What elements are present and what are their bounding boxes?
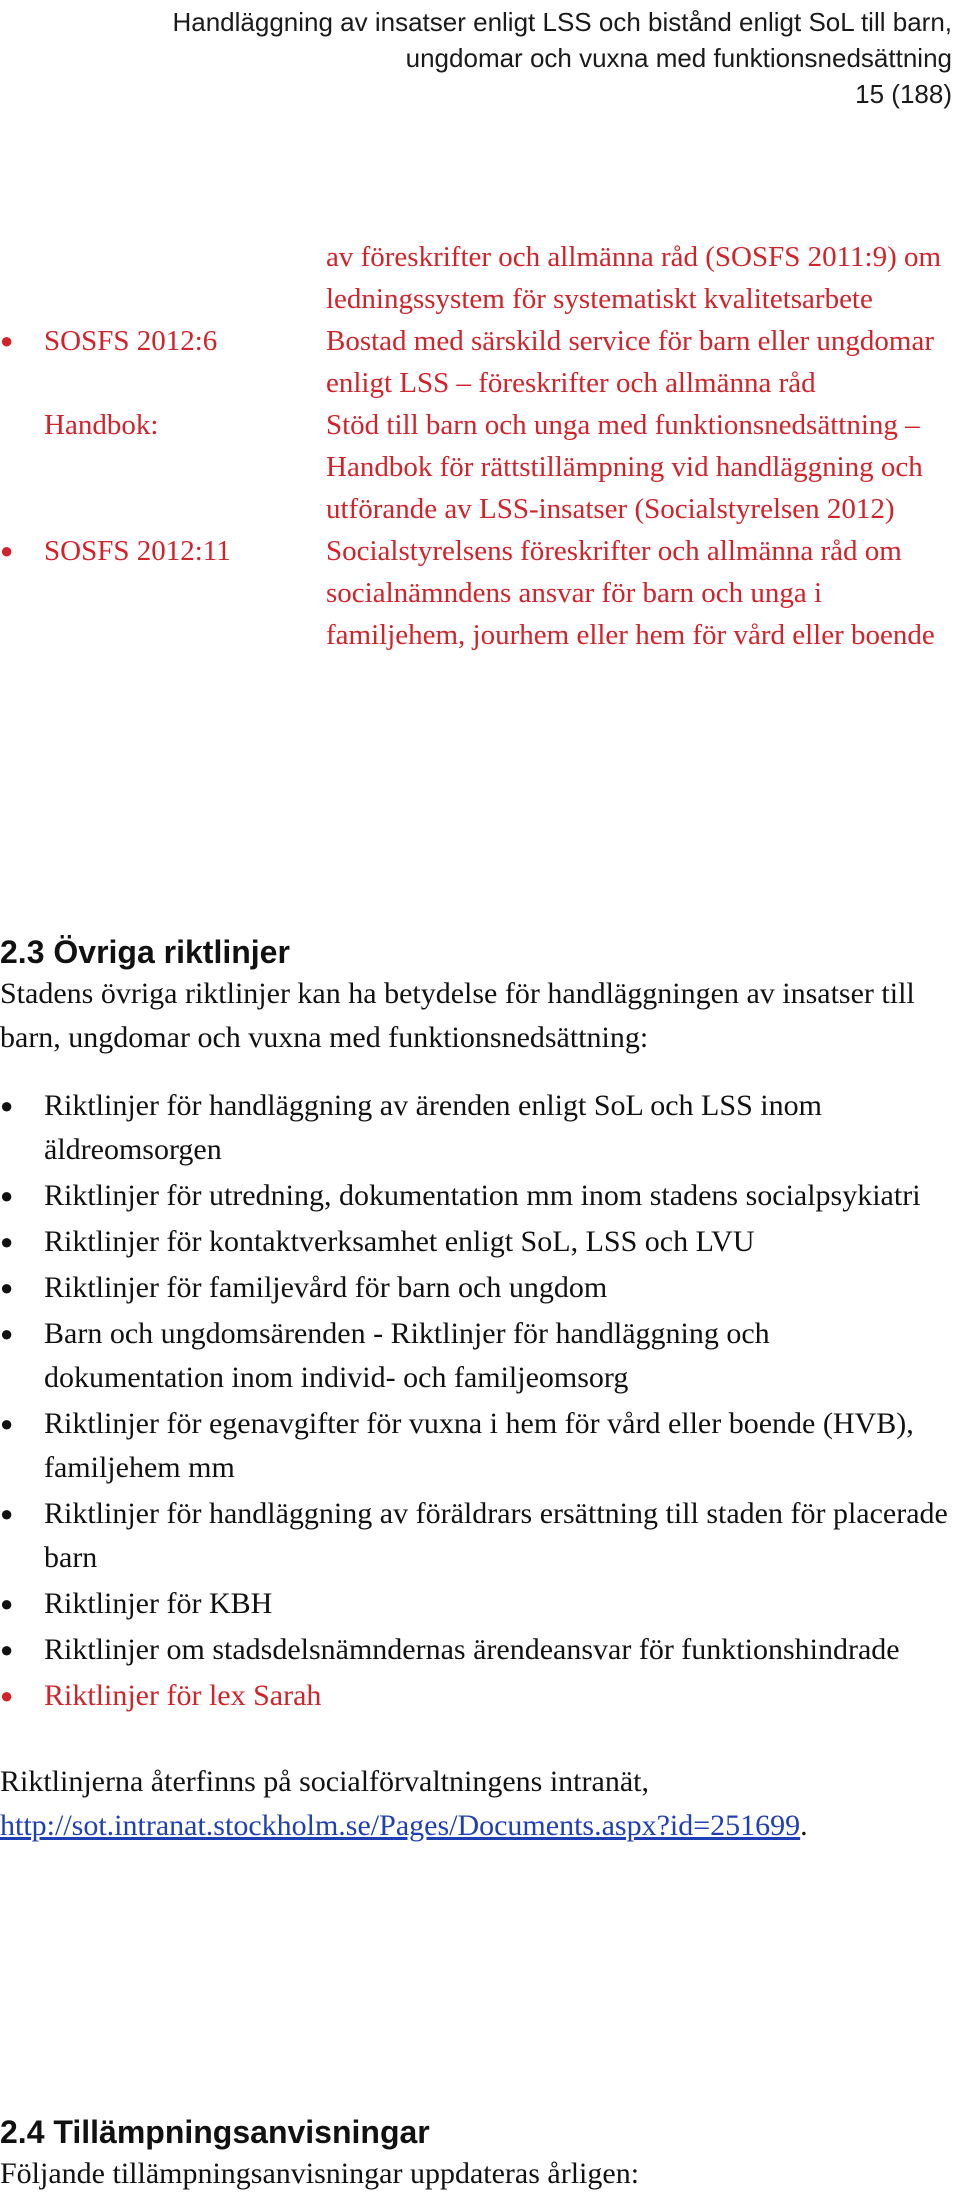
list-item-text: Riktlinjer för kontaktverksamhet enligt SoL, LSS och LVU (44, 1225, 755, 1258)
list-item (0, 1582, 956, 1626)
page-number: 15 (188) (855, 79, 952, 109)
reference-value: Stöd till barn och unga med funktionsnedsättning – Handbok för rättstillämpning vid handläggning och utförande av LSS-insatser (Socialstyrelsen 2012) (326, 409, 923, 525)
header-title-line-2: ungdomar och vuxna med funktionsnedsättning (405, 43, 952, 73)
page-header (12, 4, 952, 112)
bullet-icon: ● (0, 1093, 14, 1118)
section-intro: Stadens övriga riktlinjer kan ha betydelse för handläggningen av insatser till barn, ungdomar och vuxna med funktionsnedsättning: (0, 977, 915, 1054)
section-heading: 2.3 Övriga riktlinjer (0, 934, 290, 970)
list-item-text: Riktlinjer för utredning, dokumentation mm inom stadens socialpsykiatri (44, 1179, 921, 1212)
reference-key: Handbok: (44, 409, 159, 441)
section-intro: Följande tillämpningsanvisningar uppdateras årligen: (0, 2157, 640, 2190)
intranet-link[interactable]: http://sot.intranat.stockholm.se/Pages/Documents.aspx?id=251699 (0, 1809, 801, 1842)
bullet-icon: ● (0, 1501, 14, 1526)
section-heading: 2.4 Tillämpningsanvisningar (0, 2114, 430, 2150)
list-item-text: Riktlinjer för familjevård för barn och ungdom (44, 1271, 608, 1304)
list-item (0, 1312, 956, 1400)
section-2-4 (0, 2112, 956, 2196)
list-item (0, 1402, 956, 1490)
section-2-3 (0, 932, 956, 1848)
bullet-icon: ● (0, 1275, 14, 1300)
bullet-icon: ● (0, 1637, 14, 1662)
bullet-icon: ● (0, 1683, 14, 1708)
list-item (0, 1084, 956, 1172)
bullet-icon: ● (0, 538, 14, 563)
list-item-text: Riktlinjer för KBH (44, 1587, 273, 1620)
list-item (0, 1174, 956, 1218)
list-item-text: Riktlinjer för lex Sarah (44, 1679, 322, 1712)
reference-item (0, 320, 960, 404)
reference-value: Bostad med särskild service för barn eller ungdomar enligt LSS – föreskrifter och allmänna råd (326, 325, 935, 399)
bullet-icon: ● (0, 1321, 14, 1346)
bullet-icon: ● (0, 1591, 14, 1616)
list-item (0, 1628, 956, 1672)
reference-item (0, 530, 960, 656)
reference-value: Socialstyrelsens föreskrifter och allmänna råd om socialnämndens ansvar för barn och unga i familjehem, jourhem eller hem för vård eller boende (326, 535, 935, 651)
list-item (0, 1266, 956, 1310)
bullet-icon: ● (0, 1229, 14, 1254)
reference-key: SOSFS 2012:11 (44, 535, 231, 567)
reference-continuation (0, 236, 960, 320)
intranet-note-text: Riktlinjerna återfinns på socialförvaltningens intranät, (0, 1765, 649, 1798)
list-item-text: Riktlinjer för egenavgifter för vuxna i hem för vård eller boende (HVB), familjehem mm (44, 1407, 914, 1484)
reference-continuation-text: av föreskrifter och allmänna råd (SOSFS 2011:9) om ledningssystem för systematiskt kvalitetsarbete (326, 241, 942, 315)
list-item-text: Riktlinjer om stadsdelsnämndernas ärendeansvar för funktionshindrade (44, 1633, 900, 1666)
bullet-icon: ● (0, 328, 14, 353)
list-item-highlighted (0, 1674, 956, 1718)
bullet-icon: ● (0, 1183, 14, 1208)
list-item (0, 1492, 956, 1580)
bullet-icon: ● (0, 1411, 14, 1436)
reference-item (0, 404, 960, 530)
link-suffix: . (800, 1809, 808, 1842)
intranet-note (0, 1760, 956, 1848)
guideline-list (0, 1084, 956, 1718)
reference-list (0, 236, 960, 656)
list-item-text: Barn och ungdomsärenden - Riktlinjer för handläggning och dokumentation inom individ- och familjeomsorg (44, 1317, 770, 1394)
list-item-text: Riktlinjer för handläggning av ärenden enligt SoL och LSS inom äldreomsorgen (44, 1089, 822, 1166)
list-item-text: Riktlinjer för handläggning av föräldrars ersättning till staden för placerade barn (44, 1497, 948, 1574)
reference-key: SOSFS 2012:6 (44, 325, 218, 357)
header-title-line-1: Handläggning av insatser enligt LSS och bistånd enligt SoL till barn, (172, 7, 952, 37)
list-item (0, 1220, 956, 1264)
